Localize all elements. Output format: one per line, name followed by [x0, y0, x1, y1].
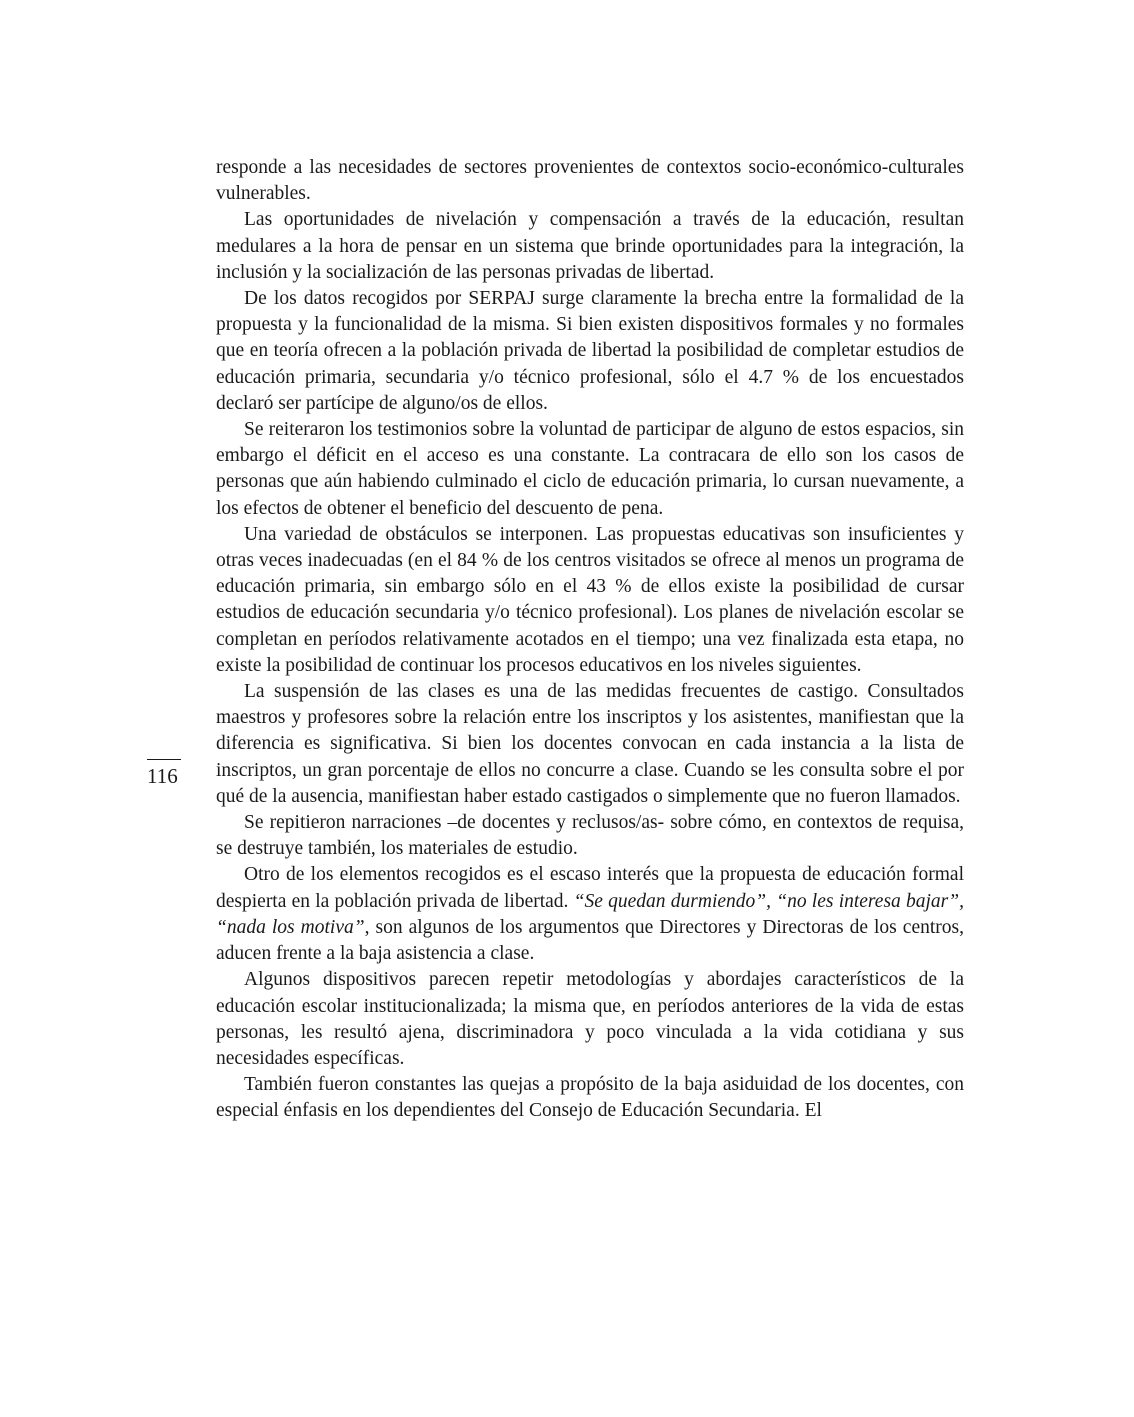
paragraph-3: De los datos recogidos por SERPAJ surge claramente la brecha entre la formalidad de la propuesta y la funcionalidad de la misma. Si bien existen dispositivos formales y no formales que en teoría ofrecen a la población privada de libertad la posibilidad de completar estudios de educación primaria, secundaria y/o técnico profesional, sólo el 4.7 % de los encuestados declaró ser partícipe de alguno/os de ellos. — [216, 288, 964, 414]
paragraph-2: Las oportunidades de nivelación y compensación a través de la educación, resultan medulares a la hora de pensar en un sistema que brinde oportunidades para la integración, la inclusión y la socialización de las personas privadas de libertad. — [216, 209, 964, 283]
page-number: 116 — [147, 764, 178, 788]
body-text — [216, 155, 964, 1125]
paragraph-1: responde a las necesidades de sectores provenientes de contextos socio-económico-culturales vulnerables. — [216, 157, 964, 205]
paragraph-8-quote: “Se quedan durmiendo”, “no les interesa bajar”, “nada los motiva” — [216, 890, 964, 938]
paragraph-10: También fueron constantes las quejas a propósito de la baja asiduidad de los docentes, con especial énfasis en los dependientes del Consejo de Educación Secundaria. El — [216, 1074, 964, 1122]
paragraph-9: Algunos dispositivos parecen repetir metodologías y abordajes característicos de la educación escolar institucionalizada; la misma que, en períodos anteriores de la vida de estas personas, les resultó ajena, discriminadora y poco vinculada a la vida cotidiana y sus necesidades específicas. — [216, 969, 964, 1069]
paragraph-8 — [216, 862, 964, 967]
page-number-rule — [147, 759, 181, 760]
paragraph-8-tail: , son algunos de los argumentos que Directores y Directoras de los centros, aducen frente a la baja asistencia a clase. — [216, 916, 964, 965]
paragraph-7: Se repitieron narraciones –de docentes y reclusos/as- sobre cómo, en contextos de requisa, se destruye también, los materiales de estudio. — [216, 812, 964, 860]
paragraph-5: Una variedad de obstáculos se interponen. Las propuestas educativas son insuficientes y otras veces inadecuadas (en el 84 % de los centros visitados se ofrece al menos un programa de educación primaria, sin embargo sólo en el 43 % de ellos existe la posibilidad de cursar estudios de educación secundaria y/o técnico profesional). Los planes de nivelación escolar se completan en períodos relativamente acotados en el tiempo; una vez finalizada esta etapa, no existe la posibilidad de continuar los procesos educativos en los niveles siguientes. — [216, 523, 964, 676]
paragraph-8-lead: Otro de los elementos recogidos es el escaso interés que la propuesta de educación formal despierta en la población privada de libertad. — [216, 864, 964, 912]
paragraph-6: La suspensión de las clases es una de las medidas frecuentes de castigo. Consultados maestros y profesores sobre la relación entre los inscriptos y los asistentes, manifiestan que la diferencia es significativa. Si bien los docentes convocan en cada instancia a la lista de inscriptos, un gran porcentaje de ellos no concurre a clase. Cuando se les consulta sobre el por qué de la ausencia, manifiestan haber estado castigados o simplemente que no fueron llamados. — [216, 681, 964, 807]
paragraph-4: Se reiteraron los testimonios sobre la voluntad de participar de alguno de estos espacios, sin embargo el déficit en el acceso es una constante. La contracara de ello son los casos de personas que aún habiendo culminado el ciclo de educación primaria, lo cursan nuevamente, a los efectos de obtener el beneficio del descuento de pena. — [216, 419, 964, 519]
